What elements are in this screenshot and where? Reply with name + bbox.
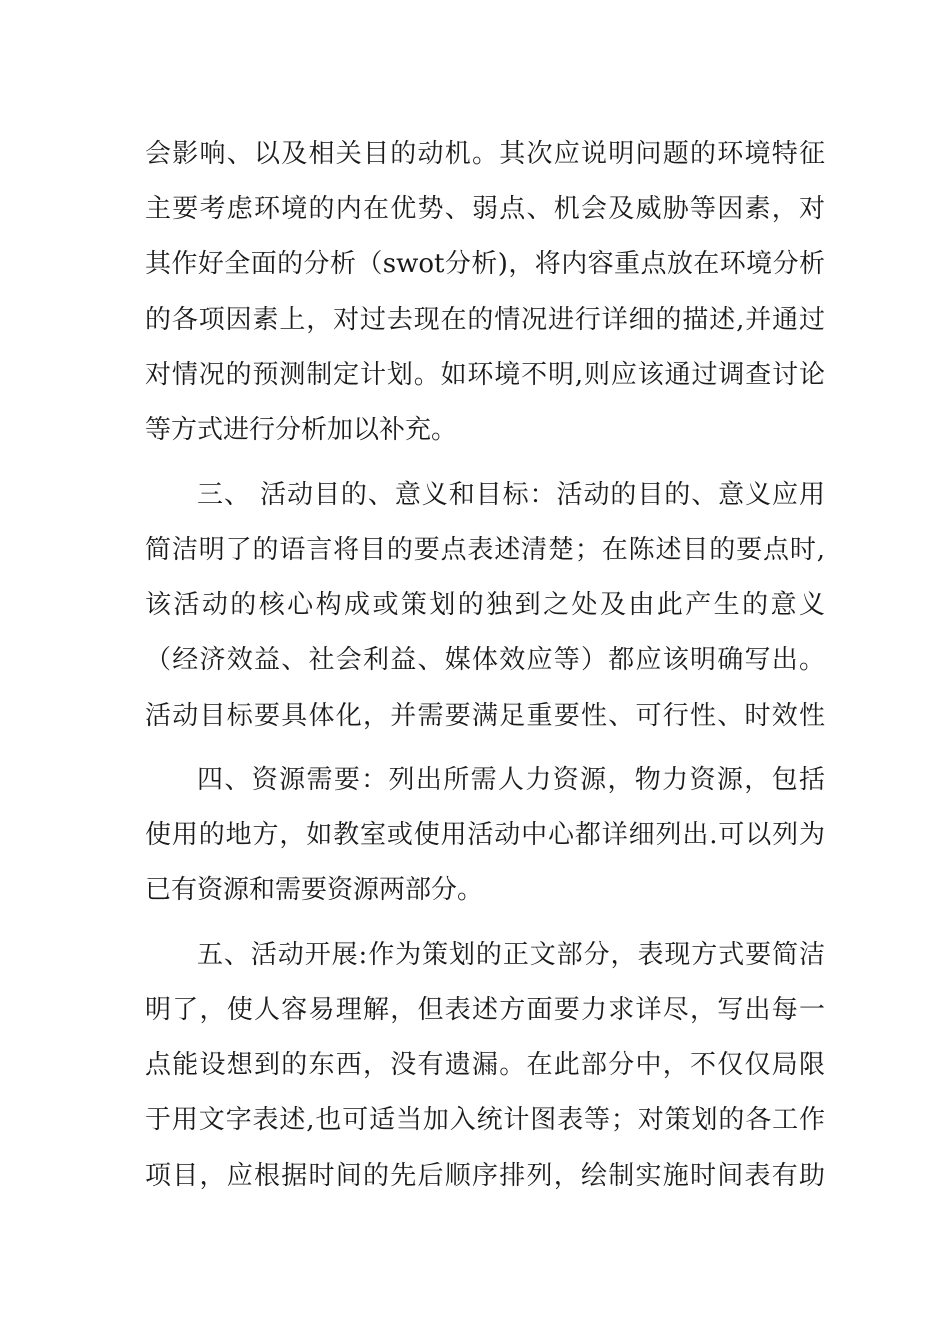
text-line-3: 其作好全面的分析（swot分析)，将内容重点放在环境分析 [145, 249, 825, 279]
text-line-17: 点能设想到的东西，没有遗漏。在此部分中，不仅仅局限 [145, 1050, 825, 1080]
text-line-14: 已有资源和需要资源两部分。 [145, 875, 484, 905]
text-line-5: 对情况的预测制定计划。如环境不明,则应该通过调查讨论 [145, 360, 825, 390]
text-line-11: 活动目标要具体化，并需要满足重要性、可行性、时效性 [145, 701, 825, 731]
text-line-18: 于用文字表述,也可适当加入统计图表等；对策划的各工作 [145, 1105, 825, 1135]
section-3-heading-line: 三、 活动目的、意义和目标：活动的目的、意义应用 [197, 480, 825, 510]
section-4-heading-line: 四、资源需要：列出所需人力资源，物力资源，包括 [197, 765, 825, 795]
text-line-1: 会影响、以及相关目的动机。其次应说明问题的环境特征 [145, 139, 825, 169]
text-line-9: 该活动的核心构成或策划的独到之处及由此产生的意义 [145, 590, 825, 620]
text-line-8: 简洁明了的语言将目的要点表述清楚；在陈述目的要点时, [145, 535, 825, 565]
section-5-heading-line: 五、活动开展:作为策划的正文部分，表现方式要简洁 [197, 940, 825, 970]
text-line-10: （经济效益、社会利益、媒体效应等）都应该明确写出。 [145, 645, 825, 675]
text-line-4: 的各项因素上，对过去现在的情况进行详细的描述,并通过 [145, 305, 825, 335]
text-line-19: 项目，应根据时间的先后顺序排列，绘制实施时间表有助 [145, 1161, 825, 1191]
text-line-2: 主要考虑环境的内在优势、弱点、机会及威胁等因素，对 [145, 194, 825, 224]
text-line-6: 等方式进行分析加以补充。 [145, 415, 458, 445]
text-line-13: 使用的地方，如教室或使用活动中心都详细列出.可以列为 [145, 820, 825, 850]
text-line-16: 明了，使人容易理解，但表述方面要力求详尽，写出每一 [145, 995, 825, 1025]
